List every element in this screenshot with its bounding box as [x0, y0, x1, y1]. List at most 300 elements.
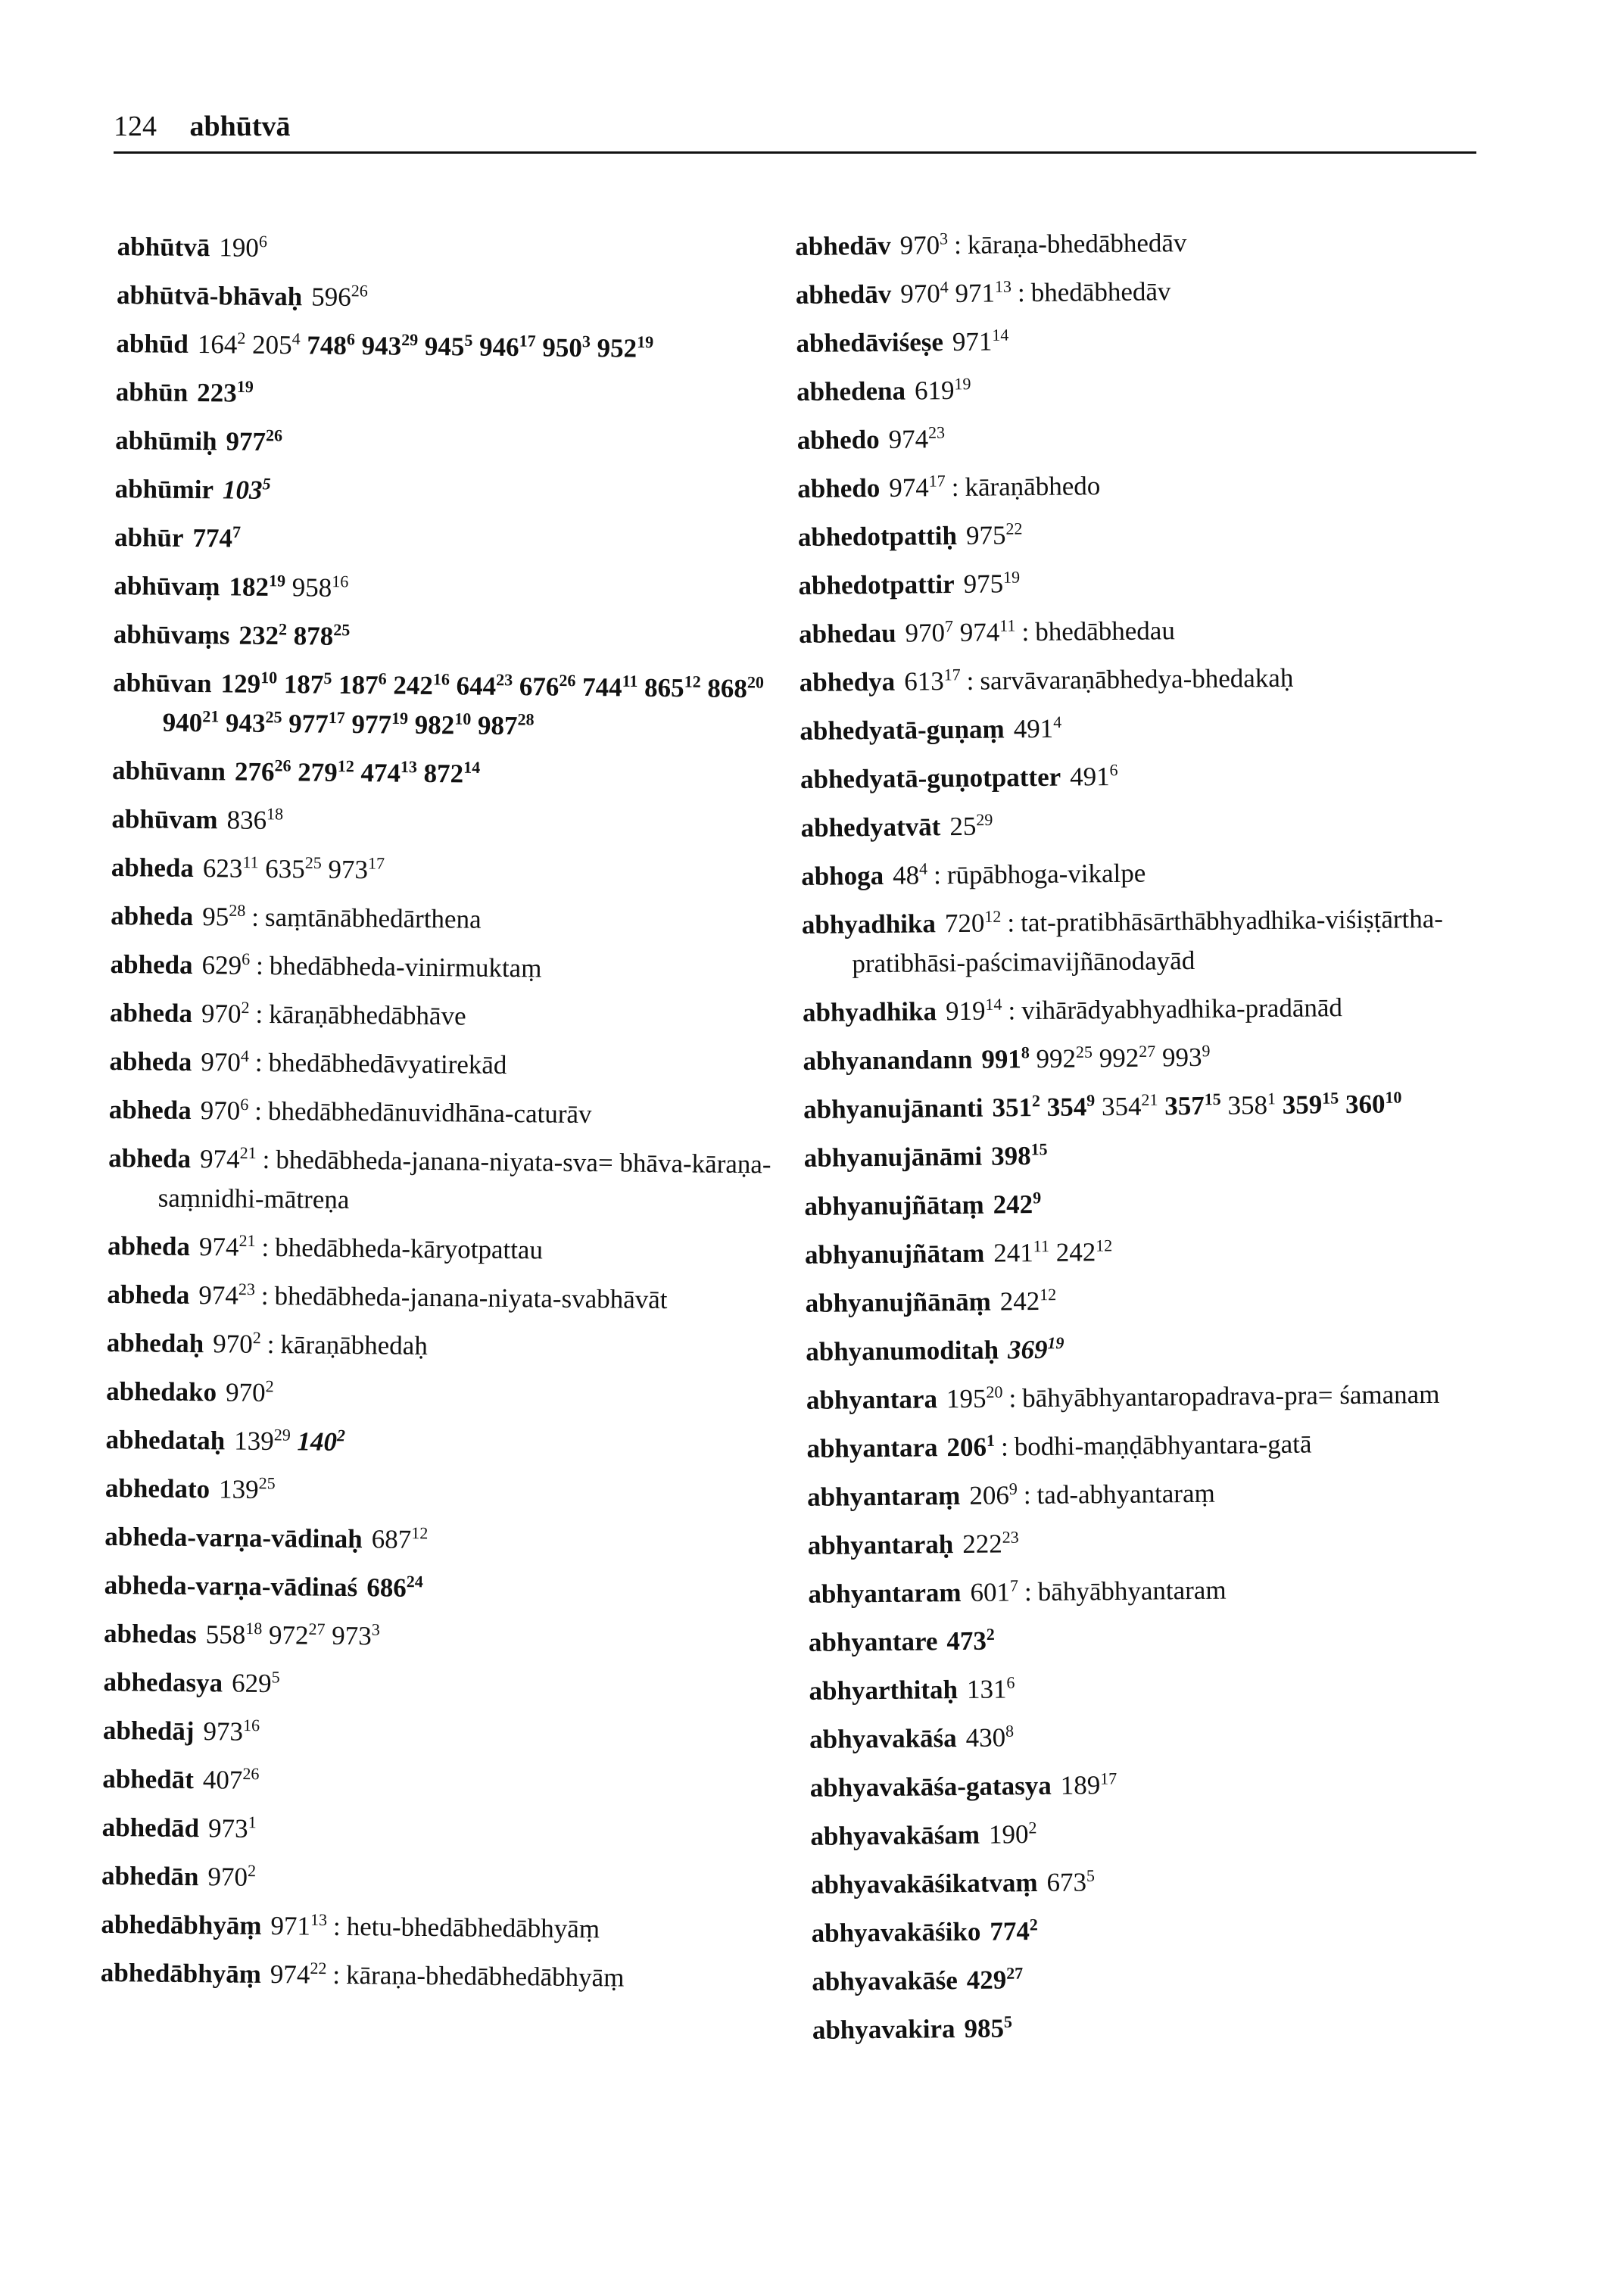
page-reference: [478, 711, 535, 741]
page-reference: [915, 376, 971, 406]
gloss-separator: :: [951, 472, 959, 503]
page-number-ref: 836: [226, 805, 267, 835]
index-entry: [810, 1810, 1492, 1856]
line-number-ref: 8: [1005, 1721, 1015, 1741]
reference-list: [201, 999, 250, 1029]
headword: abhūmiḥ: [115, 425, 217, 457]
line-number-ref: 4: [291, 329, 301, 348]
page-number-ref: 946: [478, 332, 519, 363]
page-reference: [232, 1669, 280, 1699]
line-number-ref: 18: [245, 1619, 263, 1638]
page-number-ref: 974: [198, 1232, 239, 1262]
headword: abhūr: [114, 522, 184, 553]
page-reference: [203, 853, 259, 884]
page-reference: [960, 617, 1016, 647]
page-reference: [900, 279, 949, 309]
page-number-ref: 187: [338, 669, 379, 700]
page-reference: [338, 670, 387, 700]
index-entry: [110, 993, 791, 1039]
page-number-ref: 970: [201, 1047, 242, 1077]
headword: abheda-varṇa-vādinaś: [104, 1569, 358, 1603]
page-reference: [351, 709, 408, 740]
reference-list: [366, 1572, 423, 1603]
gloss-separator: :: [953, 229, 962, 260]
page-reference: [1036, 1043, 1093, 1074]
headword: abhyanujānāmi: [803, 1141, 983, 1173]
page-reference: [946, 996, 1002, 1026]
page-number-ref: 878: [293, 621, 334, 651]
index-entry: [117, 276, 798, 322]
index-entry: [102, 1759, 784, 1806]
reference-list: [991, 1141, 1048, 1171]
page-number-ref: 623: [202, 853, 243, 884]
headword: abhyanumoditaḥ: [806, 1335, 999, 1367]
page-number-ref: 474: [360, 758, 401, 788]
page-number-ref: 601: [970, 1577, 1011, 1607]
page-number-ref: 943: [361, 331, 402, 361]
page-reference: [288, 709, 345, 739]
gloss-separator: :: [1017, 278, 1025, 308]
index-entry: [803, 1083, 1485, 1130]
reference-list: [226, 805, 283, 835]
index-entry: [108, 1226, 789, 1273]
headword: abhūmir: [114, 473, 214, 505]
page-number-ref: 720: [944, 908, 985, 939]
compound-context: kāraṇa-bhedābhedāv: [967, 228, 1187, 260]
reference-list: [1046, 1867, 1095, 1897]
index-entry: [806, 1326, 1487, 1372]
page-reference: [888, 424, 945, 454]
page-reference: [269, 1620, 326, 1650]
page-reference: [479, 332, 536, 363]
reference-list: [234, 1426, 345, 1457]
line-number-ref: 23: [238, 1279, 256, 1299]
headword: abhyanujñānāṃ: [805, 1286, 991, 1318]
page-number-ref: 491: [1013, 713, 1054, 744]
page-number-ref: 872: [423, 758, 464, 789]
page-number-ref: 970: [201, 999, 242, 1029]
page-number-ref: 369: [1007, 1334, 1048, 1365]
index-entry: [804, 1180, 1485, 1226]
page-number-ref: 977: [288, 709, 329, 739]
line-number-ref: 19: [268, 571, 286, 591]
gloss-separator: :: [1008, 996, 1016, 1026]
line-number-ref: 2: [336, 1426, 346, 1445]
line-number-ref: 29: [401, 329, 419, 350]
headword: abhedāv: [795, 279, 892, 310]
headword: abhedau: [798, 618, 896, 649]
page-reference: [993, 1189, 1042, 1220]
line-number-ref: 5: [323, 668, 332, 688]
line-number-ref: 11: [1033, 1236, 1050, 1256]
headword: abhedataḥ: [105, 1424, 226, 1456]
index-entry: [798, 559, 1479, 606]
page-reference: [328, 855, 385, 885]
gloss-separator: :: [254, 1047, 263, 1077]
reference-list: [905, 617, 1015, 647]
line-number-ref: 4: [940, 277, 949, 297]
index-entry: [109, 1090, 790, 1136]
line-number-ref: 6: [1006, 1672, 1015, 1692]
page-number-ref: 473: [946, 1625, 987, 1657]
line-number-ref: 13: [994, 276, 1012, 296]
page-number-ref: 430: [965, 1722, 1006, 1753]
page-reference: [1099, 1043, 1156, 1073]
page-number-ref: 242: [1055, 1237, 1096, 1267]
index-entry: [114, 615, 795, 661]
reference-list: [945, 908, 1002, 938]
reference-list: [270, 1911, 327, 1941]
page-reference: [542, 332, 591, 363]
reference-list: [993, 1237, 1112, 1268]
headword: abheda: [111, 852, 195, 884]
page-number-ref: 748: [307, 330, 348, 360]
page-reference: [206, 1619, 263, 1650]
gloss-separator: :: [1024, 1577, 1032, 1607]
reference-list: [893, 860, 927, 890]
reference-list: [235, 757, 481, 789]
page-number-ref: 131: [966, 1674, 1007, 1704]
index-entry: [802, 899, 1484, 984]
line-number-ref: 22: [1005, 519, 1023, 538]
headword: abhyavakāśe: [812, 1965, 958, 1996]
reference-list: [1070, 762, 1118, 792]
page-reference: [423, 759, 480, 789]
line-number-ref: 17: [928, 471, 946, 491]
page-reference: [955, 278, 1011, 308]
gloss-separator: :: [262, 1144, 270, 1174]
page-number-ref: 351: [992, 1092, 1033, 1123]
reference-list: [946, 1432, 995, 1463]
reference-list: [969, 1480, 1018, 1510]
compound-context: bāhyābhyantaram: [1037, 1575, 1227, 1607]
line-number-ref: 12: [684, 672, 701, 691]
page-number-ref: 241: [993, 1238, 1034, 1268]
page-number-ref: 993: [1161, 1042, 1202, 1073]
reference-list: [197, 378, 254, 408]
index-entry: [800, 656, 1481, 703]
headword: abheda-varṇa-vādinaḥ: [104, 1521, 363, 1554]
index-entry: [796, 269, 1477, 315]
page-reference: [284, 669, 332, 700]
index-entry: [114, 518, 796, 564]
page-number-ref: 103: [222, 475, 263, 505]
index-entry: [107, 1323, 788, 1370]
line-number-ref: 13: [310, 1909, 328, 1930]
page-number-ref: 491: [1069, 762, 1110, 792]
page-reference: [163, 708, 220, 738]
line-number-ref: 2: [247, 1861, 257, 1881]
page-number-ref: 205: [251, 329, 292, 360]
reference-list: [949, 809, 993, 842]
reference-list: [219, 232, 267, 263]
line-number-ref: 2: [986, 1624, 995, 1644]
headword: abhedābhyāṃ: [101, 1909, 262, 1940]
line-number-ref: 11: [999, 616, 1016, 635]
line-number-ref: 28: [517, 709, 535, 729]
page-reference: [949, 809, 993, 842]
page-reference: [946, 1432, 995, 1463]
page-reference: [904, 666, 961, 697]
line-number-ref: 2: [278, 619, 288, 639]
gloss-separator: :: [255, 950, 264, 980]
page-number-ref: 129: [220, 669, 261, 699]
compound-context: vihārādyabhyadhika-pradānād: [1021, 993, 1343, 1026]
gloss-separator: :: [933, 860, 942, 890]
reference-list: [1007, 1332, 1064, 1365]
line-number-ref: 7: [944, 616, 954, 636]
headword: abhyanujñātam: [804, 1238, 985, 1270]
index-entry: [104, 1517, 786, 1563]
headword: abhyantaram: [808, 1577, 962, 1609]
line-number-ref: 6: [1109, 760, 1118, 780]
page-reference: [192, 523, 241, 553]
compound-context: kāraṇābhedo: [965, 471, 1101, 502]
line-number-ref: 25: [304, 852, 322, 872]
page-number-ref: 970: [900, 279, 940, 309]
line-number-ref: 19: [1002, 567, 1021, 587]
index-entry: [101, 1856, 783, 1903]
page-number-ref: 744: [581, 672, 622, 703]
line-number-ref: 12: [984, 906, 1002, 926]
reference-list: [963, 569, 1020, 599]
page-number-ref: 940: [162, 707, 203, 738]
index-entry: [809, 1713, 1491, 1759]
gloss-separator: :: [261, 1232, 270, 1262]
line-number-ref: 23: [927, 422, 946, 442]
page-number-ref: 189: [1060, 1770, 1101, 1800]
page-reference: [223, 475, 271, 505]
page-reference: [1061, 1770, 1117, 1800]
headword: abhyavakāśa-gatasya: [809, 1770, 1052, 1803]
index-entry: [114, 469, 796, 516]
page-reference: [393, 671, 450, 701]
index-entry: [808, 1568, 1489, 1614]
headword: abheda: [108, 1142, 192, 1173]
page-number-ref: 357: [1164, 1090, 1205, 1121]
page-number-ref: 619: [914, 375, 955, 406]
page-reference: [372, 1524, 429, 1554]
reference-list: [981, 1043, 1211, 1074]
line-number-ref: 6: [242, 949, 251, 969]
reference-list: [199, 1232, 256, 1262]
headword: abhūvaṃs: [113, 619, 230, 650]
line-number-ref: 9: [1086, 1090, 1096, 1110]
headword: abhūvam: [111, 803, 218, 835]
page-number-ref: 970: [207, 1862, 248, 1892]
page-reference: [332, 1621, 380, 1651]
reference-list: [1061, 1770, 1117, 1800]
index-entry: [796, 414, 1478, 460]
page-number-ref: 242: [393, 670, 434, 701]
page-number-ref: 429: [966, 1965, 1007, 1995]
page-number-ref: 613: [904, 666, 944, 697]
index-entry: [795, 220, 1476, 266]
headword: abhyadhika: [802, 996, 937, 1027]
headword: abhyavakāśiko: [811, 1916, 981, 1948]
page-reference: [970, 1577, 1018, 1607]
line-number-ref: 7: [232, 522, 242, 541]
index-entry: [800, 705, 1481, 751]
line-number-ref: 10: [260, 668, 278, 687]
page-reference: [226, 708, 282, 738]
page-number-ref: 970: [200, 1096, 241, 1126]
page-number-ref: 970: [225, 1377, 266, 1407]
headword: abhedotpattir: [798, 569, 955, 600]
index-entry: [801, 850, 1482, 896]
line-number-ref: 27: [308, 1619, 326, 1639]
index-entry: [796, 317, 1477, 363]
line-number-ref: 16: [242, 1716, 260, 1735]
page-reference: [1014, 714, 1062, 744]
page-reference: [201, 999, 250, 1029]
headword: abhyanandann: [803, 1044, 973, 1076]
index-entry: [800, 802, 1482, 848]
page-reference: [201, 1047, 249, 1077]
page-reference: [235, 757, 291, 787]
line-number-ref: 15: [1030, 1139, 1048, 1159]
index-entry: [103, 1711, 784, 1757]
index-entry: [809, 1665, 1490, 1711]
page-reference: [360, 758, 417, 788]
page-number-ref: 973: [203, 1716, 244, 1747]
reference-list: [201, 1047, 249, 1077]
right-index-column: [795, 220, 1494, 2059]
index-entry: [806, 1423, 1488, 1469]
line-number-ref: 3: [371, 1619, 380, 1639]
headword: abhedasya: [103, 1666, 223, 1698]
index-entry: [101, 1905, 782, 1951]
line-number-ref: 15: [1322, 1088, 1339, 1108]
headword: abhyavakāśa: [809, 1723, 957, 1754]
line-number-ref: 5: [464, 330, 473, 350]
page-number-ref: 971: [952, 326, 993, 357]
reference-list: [198, 329, 654, 363]
line-number-ref: 18: [267, 804, 284, 824]
line-number-ref: 13: [400, 756, 418, 777]
reference-list: [970, 1577, 1018, 1607]
compound-context: tat-pratibhāsārthābhyadhika-viśiṣṭārtha-pratibhāsi-paścimavijñānodayād: [852, 903, 1444, 979]
gloss-separator: :: [1000, 1432, 1008, 1462]
page-number-ref: 190: [988, 1819, 1029, 1850]
page-number-ref: 982: [414, 709, 455, 740]
line-number-ref: 3: [939, 229, 949, 248]
line-number-ref: 6: [378, 669, 387, 688]
line-number-ref: 5: [1003, 2012, 1013, 2031]
page-number-ref: 971: [955, 278, 996, 308]
page-number-ref: 644: [456, 671, 497, 701]
line-number-ref: 26: [559, 670, 576, 690]
headword: abhedāviśeṣe: [796, 327, 944, 358]
page-number-ref: 970: [213, 1329, 253, 1359]
reference-list: [966, 1722, 1015, 1753]
page-number-ref: 206: [946, 1432, 987, 1463]
index-entry: [105, 1469, 787, 1515]
line-number-ref: 4: [918, 859, 928, 878]
page-number-ref: 992: [1099, 1043, 1139, 1074]
page-number-ref: 48: [892, 860, 920, 890]
reference-list: [203, 1765, 260, 1795]
page-number-ref: 974: [889, 472, 929, 503]
line-number-ref: 21: [1141, 1089, 1158, 1110]
reference-list: [232, 1669, 280, 1699]
page-number-ref: 354: [1101, 1091, 1142, 1122]
index-entry: [803, 1035, 1484, 1081]
headword: abheda: [109, 1046, 192, 1077]
reference-list: [238, 621, 350, 651]
reference-list: [967, 1965, 1024, 1995]
compound-context: hetu-bhedābhedābhyāṃ: [346, 1912, 600, 1944]
page-number-ref: 407: [202, 1765, 243, 1795]
page-number-ref: 987: [477, 710, 518, 741]
line-number-ref: 12: [337, 756, 354, 776]
page-number-ref: 992: [1036, 1043, 1077, 1074]
line-number-ref: 10: [454, 709, 472, 728]
page-reference: [963, 569, 1020, 599]
index-entry: [805, 1229, 1486, 1275]
gloss-separator: :: [1007, 908, 1015, 938]
page-reference: [366, 1572, 423, 1603]
headword: abhūtvā: [117, 231, 210, 263]
line-number-ref: 1: [248, 1812, 257, 1832]
page-number-ref: 222: [962, 1529, 1002, 1559]
page-reference: [294, 621, 351, 651]
index-entry: [809, 1616, 1490, 1663]
reference-list: [202, 902, 245, 932]
page-number-ref: 629: [231, 1668, 272, 1699]
index-entry: [101, 1808, 783, 1854]
gloss-separator: :: [260, 1280, 269, 1311]
gloss-separator: :: [332, 1959, 341, 1990]
page-reference: [1007, 1332, 1064, 1365]
page-reference: [208, 1813, 257, 1844]
compound-context: tad-abhyantaraṃ: [1036, 1478, 1215, 1510]
compound-context: bhedābhedānuvidhāna-caturāv: [267, 1096, 592, 1130]
index-entry: [798, 511, 1479, 557]
reference-list: [203, 1716, 260, 1747]
line-number-ref: 19: [391, 708, 409, 728]
line-number-ref: 2: [1029, 1915, 1038, 1934]
headword: abhedyatvāt: [800, 812, 941, 843]
line-number-ref: 25: [258, 1473, 276, 1493]
page-reference: [238, 621, 287, 651]
headword: abhūvan: [113, 667, 212, 699]
line-number-ref: 10: [1385, 1087, 1402, 1107]
line-number-ref: 17: [943, 665, 961, 684]
headword: abheda: [107, 1230, 191, 1261]
left-index-column: [100, 227, 798, 2009]
page-number-ref: 991: [981, 1044, 1022, 1074]
reference-list: [208, 1813, 257, 1844]
page-number-ref: 140: [297, 1426, 338, 1457]
page-reference: [992, 1092, 1040, 1123]
page-reference: [198, 329, 246, 360]
page-reference: [213, 1329, 261, 1359]
reference-list: [962, 1529, 1019, 1559]
reference-list: [966, 520, 1023, 550]
index-entry: [797, 463, 1479, 509]
headword: abhyavakāśam: [810, 1819, 980, 1851]
headword: abhoga: [801, 860, 884, 891]
headword: abhyavakira: [812, 2014, 955, 2045]
page-number-ref: 139: [233, 1426, 274, 1457]
line-number-ref: 2: [1028, 1818, 1037, 1837]
index-entry: [796, 366, 1478, 412]
compound-context: bhedābhedāv: [1030, 276, 1171, 308]
page-number-ref: 868: [707, 673, 748, 704]
compound-context: bhedābhedau: [1035, 616, 1176, 647]
page-number-ref: 687: [371, 1524, 412, 1554]
